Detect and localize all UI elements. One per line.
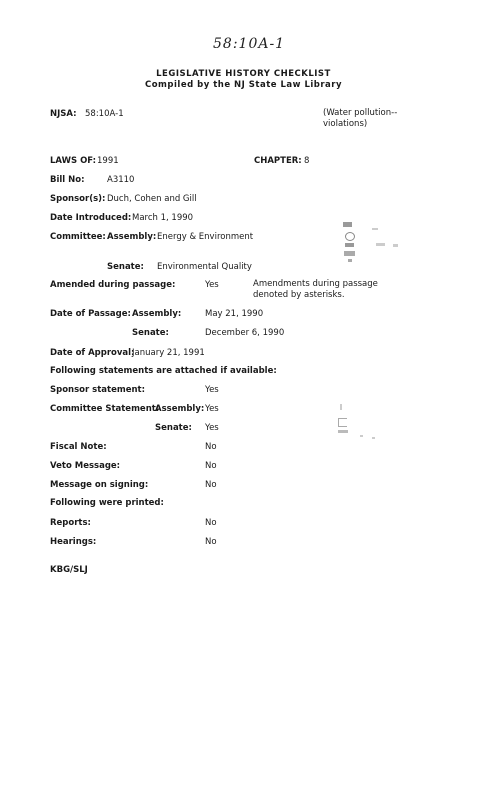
sponsor-statement-value: Yes xyxy=(205,385,219,395)
passage-senate-label: Senate: xyxy=(132,328,169,338)
sponsors-label: Sponsor(s): xyxy=(50,194,106,204)
hearings-label: Hearings: xyxy=(50,537,97,547)
printed-heading: Following were printed: xyxy=(50,498,164,508)
sponsor-statement-label: Sponsor statement: xyxy=(50,385,145,395)
reports-value: No xyxy=(205,518,217,528)
date-of-approval-label: Date of Approval: xyxy=(50,348,135,358)
njsa-value: 58:10A-1 xyxy=(85,109,124,119)
committee-assembly-value: Energy & Environment xyxy=(157,232,254,242)
fiscal-note-value: No xyxy=(205,442,217,452)
committee-senate-label: Senate: xyxy=(107,262,144,272)
amended-label: Amended during passage: xyxy=(50,280,176,290)
initials: KBG/SLJ xyxy=(50,565,88,575)
hearings-value: No xyxy=(205,537,217,547)
passage-assembly-value: May 21, 1990 xyxy=(205,309,264,319)
njsa-note: (Water pollution-- violations) xyxy=(323,108,398,129)
committee-statement-senate-label: Senate: xyxy=(155,423,192,433)
checklist-subtitle: Compiled by the NJ State Law Library xyxy=(144,80,343,90)
sponsors-value: Duch, Cohen and Gill xyxy=(107,194,197,204)
statements-heading: Following statements are attached if available: xyxy=(50,366,277,376)
veto-message-label: Veto Message: xyxy=(50,461,121,471)
committee-statement-assembly-label: Assembly: xyxy=(155,404,205,414)
date-introduced-value: March 1, 1990 xyxy=(132,213,194,223)
message-on-signing-label: Message on signing: xyxy=(50,480,149,490)
fiscal-note-label: Fiscal Note: xyxy=(50,442,107,452)
date-of-passage-label: Date of Passage: xyxy=(50,309,131,319)
njsa-label: NJSA: xyxy=(50,109,77,119)
committee-assembly-label: Assembly: xyxy=(107,232,157,242)
chapter-value: 8 xyxy=(304,156,310,166)
date-of-approval-value: January 21, 1991 xyxy=(132,348,205,358)
committee-label: Committee: xyxy=(50,232,106,242)
amended-value: Yes xyxy=(205,280,219,290)
committee-statement-senate-value: Yes xyxy=(205,423,219,433)
date-introduced-label: Date Introduced: xyxy=(50,213,132,223)
bill-no-value: A3110 xyxy=(107,175,135,185)
chapter-label: CHAPTER: xyxy=(254,156,302,166)
laws-of-label: LAWS OF: xyxy=(50,156,97,166)
committee-statement-label: Committee Statement: xyxy=(50,404,160,414)
bill-no-label: Bill No: xyxy=(50,175,85,185)
passage-senate-value: December 6, 1990 xyxy=(205,328,285,338)
checklist-title: LEGISLATIVE HISTORY CHECKLIST xyxy=(156,69,331,79)
message-on-signing-value: No xyxy=(205,480,217,490)
amended-note: Amendments during passage denoted by asterisks. xyxy=(253,279,378,300)
committee-senate-value: Environmental Quality xyxy=(157,262,252,272)
veto-message-value: No xyxy=(205,461,217,471)
handwritten-code: 58:10A-1 xyxy=(213,36,286,52)
committee-statement-assembly-value: Yes xyxy=(205,404,219,414)
reports-label: Reports: xyxy=(50,518,91,528)
passage-assembly-label: Assembly: xyxy=(132,309,182,319)
laws-of-value: 1991 xyxy=(97,156,119,166)
